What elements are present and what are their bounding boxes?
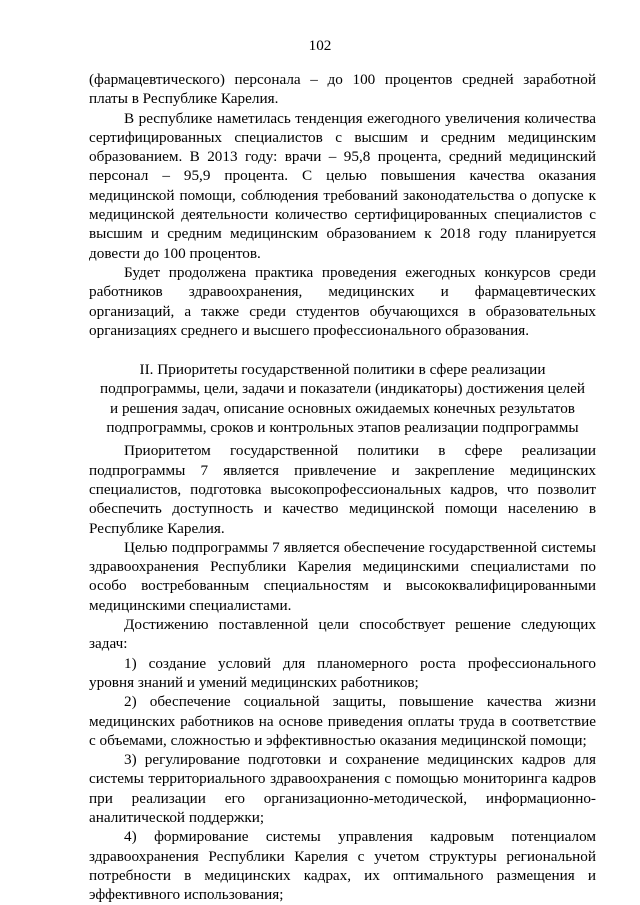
paragraph: В республике наметилась тенденция ежегодного увеличения количества сертифицированных специалистов с высшим и средним медицинским образованием. В 2013 году: врачи – 95,8 процента, средний медицинский персонал – 95,9 процента. С целью повышения качества оказания медицинской помощи, соблюдения требований законодательства о допуске к медицинской деятельности количество сертифицированных специалистов с высшим и средним медицинским образованием к 2018 году планируется довести до 100 процентов. <box>89 109 596 262</box>
list-item: 1) создание условий для планомерного роста профессионального уровня знаний и умений медицинских работников; <box>89 654 596 691</box>
document-body <box>89 70 596 904</box>
paragraph: (фармацевтического) персонала – до 100 процентов средней заработной платы в Республике Карелия. <box>89 71 596 108</box>
paragraph: Достижению поставленной цели способствует решение следующих задач: <box>89 616 596 653</box>
paragraph: Целью подпрограммы 7 является обеспечение государственной системы здравоохранения Республики Карелия медицинскими специалистами по особо востребованным специальностям и высококвалифицированными медицинскими специалистами. <box>89 538 596 614</box>
section-heading: II. Приоритеты государственной политики в сфере реализации подпрограммы, цели, задачи и показатели (индикаторы) достижения целей и решения задач, описание основных ожидаемых конечных результатов подпрограммы, сроков и контрольных этапов реализации подпрограммы <box>100 361 585 437</box>
list-item: 4) формирование системы управления кадровым потенциалом здравоохранения Республики Карелия с учетом структуры региональной потребности в медицинских кадрах, их оптимального размещения и эффективного использования; <box>89 828 596 904</box>
list-item: 2) обеспечение социальной защиты, повышение качества жизни медицинских работников на основе приведения оплаты труда в соответствие с объемами, сложностью и эффективностью оказания медицинской помощи; <box>89 693 596 749</box>
paragraph: Будет продолжена практика проведения ежегодных конкурсов среди работников здравоохранения, медицинских и фармацевтических организаций, а также среди студентов обучающихся в образовательных организациях среднего и высшего профессионального образования. <box>89 263 596 339</box>
paragraph: Приоритетом государственной политики в сфере реализации подпрограммы 7 является привлечение и закрепление медицинских специалистов, подготовка высокопрофессиональных кадров, что позволит обеспечить доступность и качество медицинской помощи населению в Республике Карелия. <box>89 442 596 537</box>
list-item: 3) регулирование подготовки и сохранение медицинских кадров для системы территориального здравоохранения с помощью мониторинга кадров при реализации его организационно-методической, информационно-аналитической поддержки; <box>89 751 596 826</box>
page-number: 102 <box>308 37 332 54</box>
